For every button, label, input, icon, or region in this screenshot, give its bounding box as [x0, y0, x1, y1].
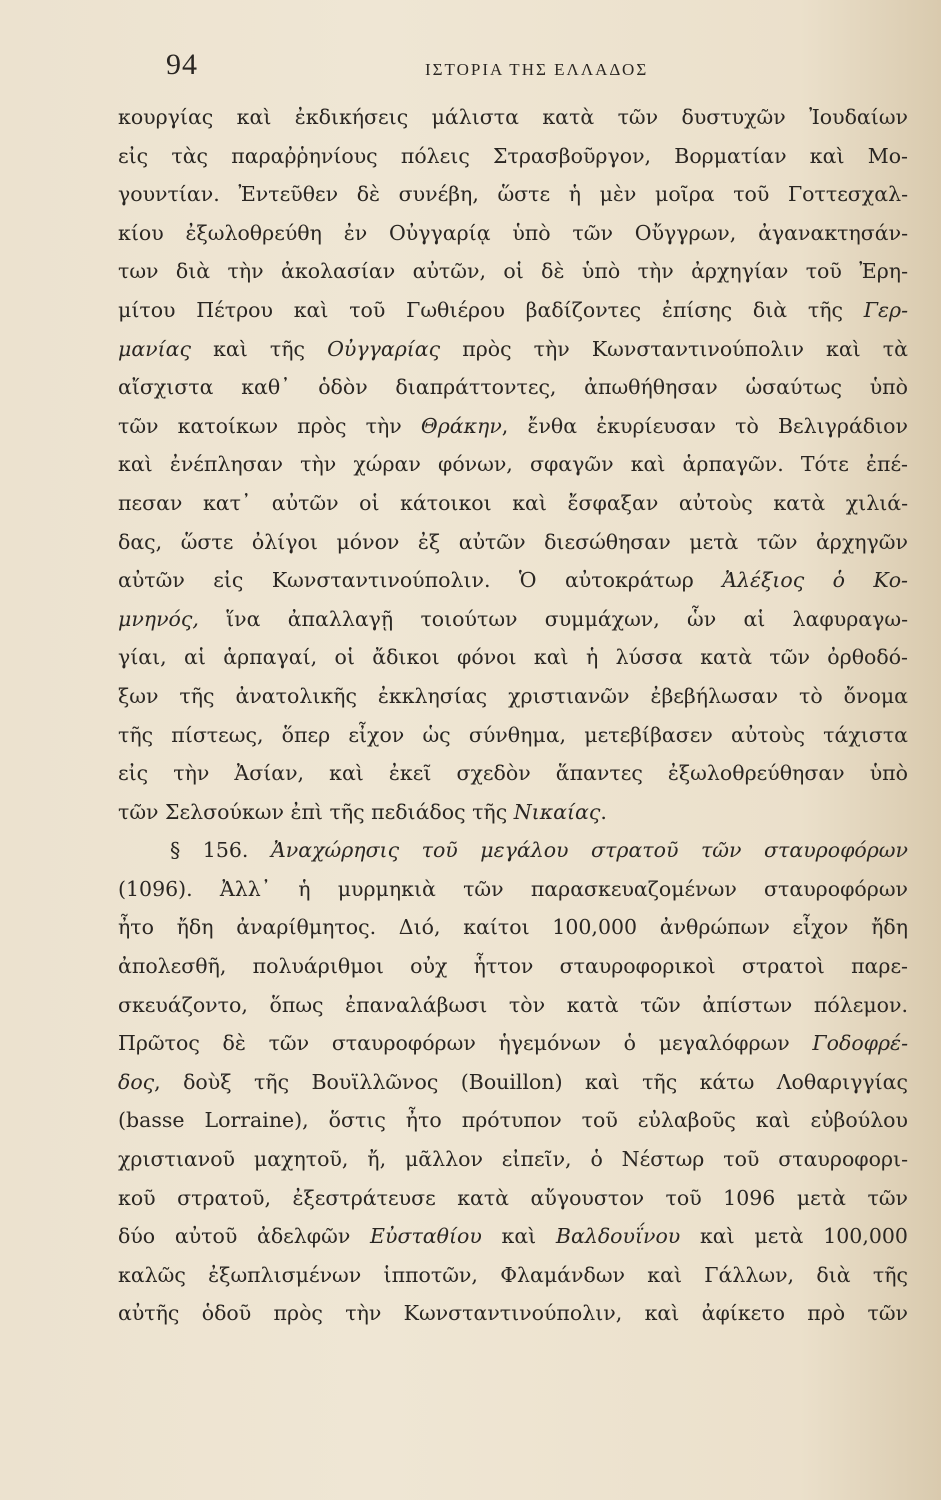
text-line [118, 98, 908, 137]
text-segment: αἴσχιστα καθ᾽ ὁδὸν διαπράττοντες, ἀπωθήθησαν ὡσαύτως ὑπὸ [118, 375, 908, 400]
text-line [118, 214, 908, 253]
text-segment: γίαι, αἱ ἁρπαγαί, οἱ ἄδικοι φόνοι καὶ ἡ λύσσα κατὰ τῶν ὀρθοδό- [118, 645, 908, 670]
text-line [118, 1063, 908, 1102]
text-segment: κουργίας καὶ ἐκδικήσεις μάλιστα κατὰ τῶν δυστυχῶν Ἰουδαίων [118, 105, 908, 129]
text-segment: καὶ τῆς [191, 336, 328, 361]
text-segment: κοῦ στρατοῦ, ἐξεστράτευσε κατὰ αὔγουστον τοῦ 1096 μετὰ τῶν [118, 1185, 908, 1210]
text-segment: γουντίαν. Ἐντεῦθεν δὲ συνέβη, ὥστε ἡ μὲν μοῖρα τοῦ Γοττεσχαλ- [118, 182, 908, 207]
italic-text: Εὐσταθίου [370, 1224, 482, 1249]
text-line [118, 1140, 908, 1179]
text-segment: αὐτῶν εἰς Κωνσταντινούπολιν. Ὁ αὐτοκράτωρ [118, 568, 723, 593]
italic-text: Γερ- [863, 297, 908, 322]
text-segment: ἵνα ἀπαλλαγῇ τοιούτων συμμάχων, ὧν αἱ λαφυραγω- [198, 606, 908, 631]
text-segment: καὶ μετὰ 100,000 [680, 1224, 908, 1249]
text-segment: ἦτο ἤδη ἀναρίθμητος. Διό, καίτοι 100,000 ἀνθρώπων εἶχον ἤδη [118, 915, 908, 940]
text-line [118, 1101, 908, 1140]
text-line [118, 870, 908, 909]
italic-text: Οὐγγαρίας [327, 336, 441, 361]
text-segment: σκευάζοντο, ὅπως ἐπαναλάβωσι τὸν κατὰ τῶν ἀπίστων πόλεμον. [118, 992, 908, 1017]
text-segment: εἰς τὰς παραῤῥηνίους πόλεις Στρασβοῦργον, Βορματίαν καὶ Μο- [118, 143, 908, 168]
text-line [118, 1024, 908, 1063]
text-segment: (basse Lorraine), ὅστις ἦτο πρότυπον τοῦ εὐλαβοῦς καὶ εὐβούλου [118, 1108, 908, 1133]
text-line [118, 793, 908, 832]
page-number: 94 [166, 48, 198, 81]
text-segment: τῶν Σελσούκων ἐπὶ τῆς πεδιάδος τῆς [118, 799, 514, 824]
text-segment: πρὸς τὴν Κωνσταντινούπολιν καὶ τὰ [440, 336, 908, 361]
text-line [118, 1217, 908, 1256]
text-line [118, 445, 908, 484]
italic-text: Ἀναχώρησις τοῦ μεγάλου στρατοῦ τῶν σταυροφόρων [270, 838, 908, 863]
italic-text: μνηνός, [118, 606, 199, 631]
text-line [118, 252, 908, 291]
text-segment: (1096). Ἀλλ᾽ ἡ μυρμηκιὰ τῶν παρασκευαζομένων σταυροφόρων [118, 876, 908, 901]
text-segment: ξων τῆς ἀνατολικῆς ἐκκλησίας χριστιανῶν ἐβεβήλωσαν τὸ ὄνομα [118, 683, 908, 708]
text-segment: δας, ὥστε ὀλίγοι μόνον ἐξ αὐτῶν διεσώθησαν μετὰ τῶν ἀρχηγῶν [118, 529, 908, 554]
text-segment: χριστιανοῦ μαχητοῦ, ἤ, μᾶλλον εἰπεῖν, ὁ Νέστωρ τοῦ σταυροφορι- [118, 1147, 908, 1172]
text-line [118, 1179, 908, 1218]
body-text [118, 98, 908, 1333]
text-segment: μίτου Πέτρου καὶ τοῦ Γωθιέρου βαδίζοντες ἐπίσης διὰ τῆς [118, 297, 864, 322]
page-header [160, 48, 920, 88]
italic-text: Βαλδουΐνου [555, 1224, 681, 1249]
text-line [118, 677, 908, 716]
text-line [118, 1294, 908, 1333]
text-line [118, 754, 908, 793]
text-line [118, 523, 908, 562]
text-segment: πεσαν κατ᾽ αὐτῶν οἱ κάτοικοι καὶ ἔσφαξαν αὐτοὺς κατὰ χιλιά- [118, 490, 908, 515]
text-segment: εἰς τὴν Ἀσίαν, καὶ ἐκεῖ σχεδὸν ἅπαντες ἐξωλοθρεύθησαν ὑπὸ [118, 761, 908, 786]
text-segment: καὶ [481, 1224, 556, 1249]
text-line [118, 986, 908, 1025]
text-segment: § 156. [170, 838, 271, 863]
text-segment: αὐτῆς ὁδοῦ πρὸς τὴν Κωνσταντινούπολιν, καὶ ἀφίκετο πρὸ τῶν [118, 1301, 908, 1326]
text-segment: , ἔνθα ἐκυρίευσαν τὸ Βελιγράδιον [501, 413, 908, 438]
text-segment: καὶ ἐνέπλησαν τὴν χώραν φόνων, σφαγῶν καὶ ἁρπαγῶν. Τότε ἐπέ- [118, 452, 908, 477]
italic-text: Νικαίας [513, 799, 601, 824]
text-line [118, 368, 908, 407]
italic-text: δος [118, 1069, 155, 1094]
text-line [118, 561, 908, 600]
text-line [118, 716, 908, 755]
text-segment: Πρῶτος δὲ τῶν σταυροφόρων ἡγεμόνων ὁ μεγαλόφρων [118, 1031, 813, 1056]
text-line [118, 137, 908, 176]
italic-text: Ἀλέξιος ὁ Κο- [722, 568, 908, 593]
text-line [118, 908, 908, 947]
text-line [118, 600, 908, 639]
text-segment: τῆς πίστεως, ὅπερ εἶχον ὡς σύνθημα, μετεβίβασεν αὐτοὺς τάχιστα [118, 722, 908, 747]
text-line [118, 1256, 908, 1295]
text-line [118, 175, 908, 214]
text-segment: . [600, 799, 607, 824]
text-segment: κίου ἐξωλοθρεύθη ἐν Οὐγγαρίᾳ ὑπὸ τῶν Οὔγγρων, ἀγανακτησάν- [118, 220, 908, 245]
italic-text: Θράκην [420, 413, 502, 438]
running-title: ΙΣΤΟΡΙΑ ΤΗΣ ΕΛΛΑΔΟΣ [425, 60, 649, 79]
text-segment: , δοὺξ τῆς Βουϊλλῶνος (Bouillon) καὶ τῆς κάτω Λοθαριγγίας [154, 1069, 908, 1094]
text-segment: δύο αὐτοῦ ἀδελφῶν [118, 1224, 371, 1249]
text-line [118, 330, 908, 369]
text-line [118, 291, 908, 330]
text-line [118, 831, 908, 870]
text-line [118, 638, 908, 677]
italic-text: Γοδοφρέ- [812, 1031, 908, 1056]
text-segment: ἀπολεσθῆ, πολυάριθμοι οὐχ ἧττον σταυροφορικοὶ στρατοὶ παρε- [118, 954, 908, 979]
text-line [118, 407, 908, 446]
text-line [118, 947, 908, 986]
text-segment: τῶν κατοίκων πρὸς τὴν [118, 413, 421, 438]
text-line [118, 484, 908, 523]
text-segment: των διὰ τὴν ἀκολασίαν αὐτῶν, οἱ δὲ ὑπὸ τὴν ἀρχηγίαν τοῦ Ἐρη- [118, 259, 908, 284]
italic-text: μανίας [118, 336, 191, 361]
text-segment: καλῶς ἐξωπλισμένων ἱπποτῶν, Φλαμάνδων καὶ Γάλλων, διὰ τῆς [118, 1262, 908, 1287]
